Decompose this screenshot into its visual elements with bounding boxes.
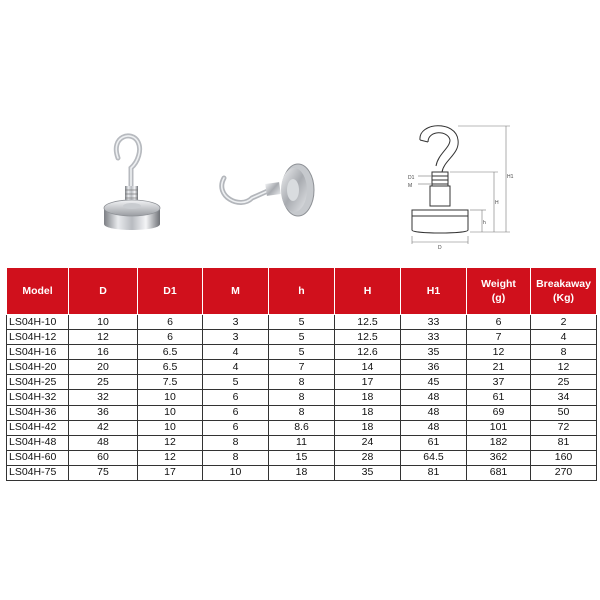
table-cell-model: LS04H-25 xyxy=(7,375,69,390)
table-cell-d1: 12 xyxy=(138,435,203,450)
table-cell-m: 4 xyxy=(203,360,269,375)
table-cell-m: 8 xyxy=(203,450,269,465)
specification-table xyxy=(6,267,597,481)
table-cell-breakaway: 25 xyxy=(531,375,597,390)
table-cell-h: 8 xyxy=(269,405,335,420)
drawing-label-m: M xyxy=(408,183,413,189)
drawing-label-d1: D1 xyxy=(408,175,415,181)
column-header-h1 xyxy=(401,268,467,315)
table-cell-d: 10 xyxy=(69,315,138,330)
table-cell-breakaway: 8 xyxy=(531,345,597,360)
table-cell-h1: 48 xyxy=(401,405,467,420)
table-header-row xyxy=(7,268,597,315)
table-cell-m: 6 xyxy=(203,390,269,405)
table-cell-model: LS04H-36 xyxy=(7,405,69,420)
table-row xyxy=(7,315,597,330)
table-row xyxy=(7,420,597,435)
table-cell-d1: 7.5 xyxy=(138,375,203,390)
hook-magnet-photo-upright xyxy=(88,128,176,238)
table-cell-d1: 10 xyxy=(138,390,203,405)
drawing-label-d: D xyxy=(438,245,442,251)
table-cell-h: 18 xyxy=(335,420,401,435)
table-cell-weight: 362 xyxy=(467,450,531,465)
column-header-label: Breakaway xyxy=(536,278,591,290)
table-cell-m: 6 xyxy=(203,405,269,420)
table-cell-breakaway: 50 xyxy=(531,405,597,420)
table-row xyxy=(7,435,597,450)
table-cell-weight: 182 xyxy=(467,435,531,450)
table-cell-h1: 33 xyxy=(401,315,467,330)
table-cell-model: LS04H-60 xyxy=(7,450,69,465)
table-cell-h: 12.5 xyxy=(335,315,401,330)
table-cell-h: 14 xyxy=(335,360,401,375)
column-header-breakaway xyxy=(531,268,597,315)
table-cell-m: 6 xyxy=(203,420,269,435)
table-cell-breakaway: 34 xyxy=(531,390,597,405)
table-cell-d: 25 xyxy=(69,375,138,390)
product-figures xyxy=(0,0,600,262)
table-cell-d1: 6 xyxy=(138,330,203,345)
table-cell-d: 16 xyxy=(69,345,138,360)
table-cell-weight: 6 xyxy=(467,315,531,330)
table-cell-d: 20 xyxy=(69,360,138,375)
table-cell-model: LS04H-48 xyxy=(7,435,69,450)
table-cell-h1: 64.5 xyxy=(401,450,467,465)
table-cell-h1: 35 xyxy=(401,345,467,360)
table-cell-breakaway: 12 xyxy=(531,360,597,375)
table-cell-model: LS04H-42 xyxy=(7,420,69,435)
column-header-m xyxy=(203,268,269,315)
table-row xyxy=(7,450,597,465)
column-header-label: D xyxy=(99,285,107,297)
table-cell-weight: 101 xyxy=(467,420,531,435)
column-header-label: Weight xyxy=(481,278,516,290)
table-cell-d1: 10 xyxy=(138,405,203,420)
table-cell-h1: 48 xyxy=(401,420,467,435)
column-header-label: H1 xyxy=(426,285,441,297)
drawing-label-h1: H1 xyxy=(507,174,514,180)
table-cell-m: 4 xyxy=(203,345,269,360)
table-cell-breakaway: 81 xyxy=(531,435,597,450)
column-header-label: H xyxy=(363,285,372,297)
table-cell-d: 32 xyxy=(69,390,138,405)
table-cell-h1: 81 xyxy=(401,465,467,480)
table-cell-h1: 33 xyxy=(401,330,467,345)
table-cell-breakaway: 72 xyxy=(531,420,597,435)
table-row xyxy=(7,375,597,390)
column-header-unit: (g) xyxy=(491,292,506,304)
column-header-h xyxy=(335,268,401,315)
table-cell-h: 8 xyxy=(269,390,335,405)
table-cell-model: LS04H-12 xyxy=(7,330,69,345)
table-cell-breakaway: 270 xyxy=(531,465,597,480)
table-cell-h: 15 xyxy=(269,450,335,465)
table-cell-h: 11 xyxy=(269,435,335,450)
table-cell-h: 28 xyxy=(335,450,401,465)
table-cell-h: 12.5 xyxy=(335,330,401,345)
drawing-label-h-total: H xyxy=(495,200,499,206)
table-cell-weight: 21 xyxy=(467,360,531,375)
column-header-h xyxy=(269,268,335,315)
table-cell-weight: 12 xyxy=(467,345,531,360)
table-cell-breakaway: 4 xyxy=(531,330,597,345)
table-cell-m: 10 xyxy=(203,465,269,480)
table-body xyxy=(7,315,597,481)
column-header-unit: (Kg) xyxy=(553,292,574,304)
table-cell-model: LS04H-20 xyxy=(7,360,69,375)
table-cell-h: 5 xyxy=(269,315,335,330)
table-cell-h: 5 xyxy=(269,345,335,360)
column-header-label: h xyxy=(298,285,305,297)
table-cell-d: 12 xyxy=(69,330,138,345)
table-cell-m: 3 xyxy=(203,330,269,345)
table-cell-d: 36 xyxy=(69,405,138,420)
table-cell-h1: 48 xyxy=(401,390,467,405)
hook-technical-drawing xyxy=(398,118,530,254)
table-cell-d: 42 xyxy=(69,420,138,435)
column-header-label: D1 xyxy=(163,285,177,297)
table-cell-d: 75 xyxy=(69,465,138,480)
table-cell-d1: 17 xyxy=(138,465,203,480)
table-cell-h1: 61 xyxy=(401,435,467,450)
table-cell-h: 7 xyxy=(269,360,335,375)
table-cell-d1: 6 xyxy=(138,315,203,330)
table-cell-d1: 6.5 xyxy=(138,345,203,360)
table-cell-weight: 69 xyxy=(467,405,531,420)
column-header-label: Model xyxy=(22,285,53,297)
table-row xyxy=(7,390,597,405)
drawing-label-h: h xyxy=(483,220,486,226)
table-cell-breakaway: 2 xyxy=(531,315,597,330)
table-row xyxy=(7,345,597,360)
table-cell-model: LS04H-16 xyxy=(7,345,69,360)
table-cell-h: 35 xyxy=(335,465,401,480)
table-cell-d: 48 xyxy=(69,435,138,450)
table-cell-weight: 37 xyxy=(467,375,531,390)
table-cell-weight: 61 xyxy=(467,390,531,405)
table-cell-d1: 6.5 xyxy=(138,360,203,375)
table-cell-m: 3 xyxy=(203,315,269,330)
table-cell-d: 60 xyxy=(69,450,138,465)
specification-table-container xyxy=(6,267,596,481)
column-header-d1 xyxy=(138,268,203,315)
table-cell-h: 12.6 xyxy=(335,345,401,360)
table-cell-weight: 7 xyxy=(467,330,531,345)
table-cell-model: LS04H-32 xyxy=(7,390,69,405)
table-cell-h1: 45 xyxy=(401,375,467,390)
table-cell-h: 24 xyxy=(335,435,401,450)
table-cell-h: 8 xyxy=(269,375,335,390)
table-row xyxy=(7,330,597,345)
column-header-d xyxy=(69,268,138,315)
table-cell-m: 5 xyxy=(203,375,269,390)
table-row xyxy=(7,465,597,480)
table-cell-d1: 12 xyxy=(138,450,203,465)
table-cell-h1: 36 xyxy=(401,360,467,375)
table-cell-weight: 681 xyxy=(467,465,531,480)
table-cell-m: 8 xyxy=(203,435,269,450)
table-cell-d1: 10 xyxy=(138,420,203,435)
table-cell-breakaway: 160 xyxy=(531,450,597,465)
column-header-model xyxy=(7,268,69,315)
table-cell-h: 8.6 xyxy=(269,420,335,435)
table-cell-h: 5 xyxy=(269,330,335,345)
hook-magnet-photo-tilted xyxy=(210,150,320,230)
table-cell-h: 18 xyxy=(335,405,401,420)
table-row xyxy=(7,360,597,375)
column-header-weight xyxy=(467,268,531,315)
table-row xyxy=(7,405,597,420)
table-cell-model: LS04H-75 xyxy=(7,465,69,480)
table-cell-h: 18 xyxy=(269,465,335,480)
table-cell-model: LS04H-10 xyxy=(7,315,69,330)
table-cell-h: 18 xyxy=(335,390,401,405)
table-cell-h: 17 xyxy=(335,375,401,390)
column-header-label: M xyxy=(231,285,240,297)
